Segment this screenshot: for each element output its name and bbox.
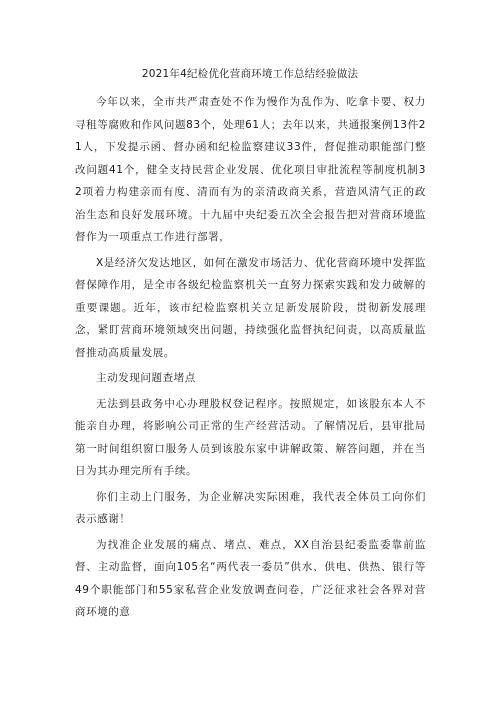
- paragraph-service-case: 无法到县政务中心办理股权登记程序。按照规定，如该股东本人不能亲自办理，将影响公司正常的生产经营活动。了解情况后，县审批局第一时间组织窗口服务人员到该股东家中讲解政策、解答问题，并在当日为其办理完所有手续。: [75, 397, 426, 477]
- paragraph-thanks-quote: 你们主动上门服务，为企业解决实际困难，我代表全体员工向你们表示感谢！: [75, 490, 426, 525]
- paragraph-intro: 今年以来，全市共严肃查处不作为慢作为乱作为、吃拿卡要、权力寻租等腐败和作风问题83个，处理61人；去年以来，共通报案例13件21人，下发提示函、督办函和纪检监察建议33件，督促推动职能部门整改问题41个，健全支持民营企业发展、优化项目审批流程等制度机制32项着力构建亲而有度、清而有为的亲清政商关系，营造风清气正的政治生态和良好发展环境。十九届中央纪委五次全会报告把对营商环境监督作为一项重点工作进行部署，: [75, 96, 426, 243]
- section-heading: 主动发现问题查堵点: [96, 372, 196, 384]
- document-title: 2021年4纪检优化营商环境工作总结经验做法: [141, 68, 359, 80]
- paragraph-survey: 为找准企业发展的痛点、堵点、难点，XX自治县纪委监委靠前监督、主动监督，面向105名“两代表一委员”供水、供电、供热、银行等49个职能部门和55家私营企业发放调查问卷，广泛征求社会各界对营商环境的意: [75, 538, 426, 618]
- paragraph-background: X是经济欠发达地区，如何在激发市场活力、优化营商环境中发挥监督保障作用，是全市各级纪检监察机关一直努力探索实践和发力破解的重要课题。近年，该市纪检监察机关立足新发展阶段，贯彻新发展理念，紧盯营商环境领域突出问题，持续强化监督执纪问责，以高质量监督推动高质量发展。: [75, 256, 426, 359]
- document-body: [75, 91, 426, 627]
